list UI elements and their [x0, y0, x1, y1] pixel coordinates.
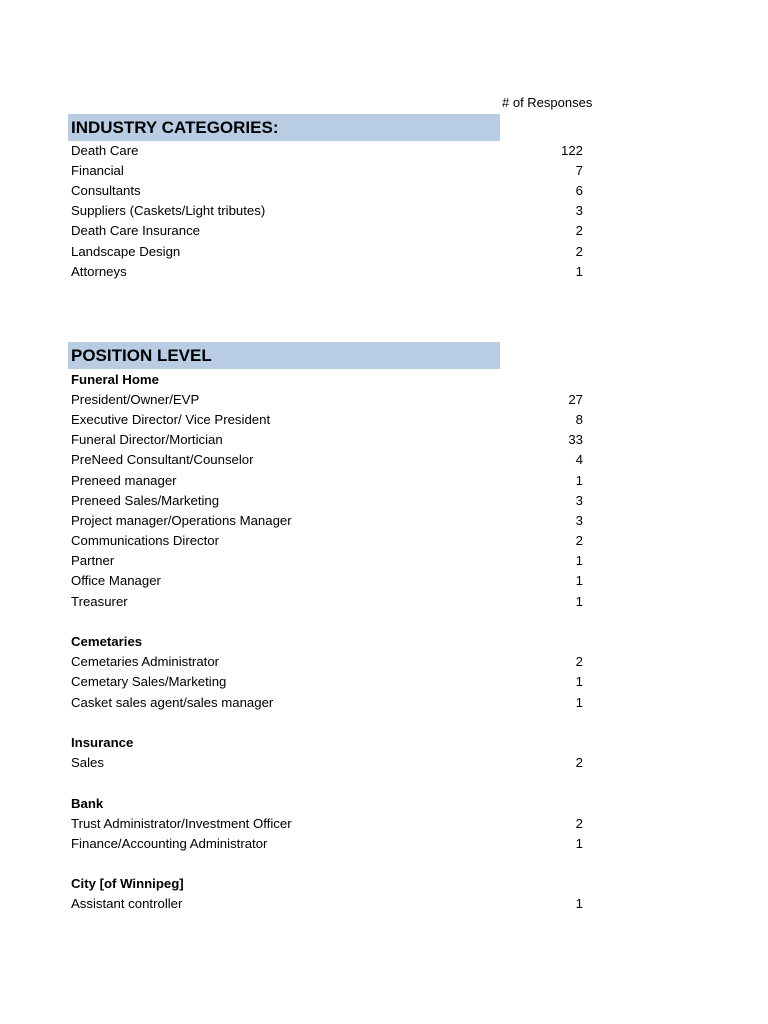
industry-categories-list — [71, 140, 583, 281]
position-row-label: Cemetary Sales/Marketing — [71, 674, 227, 690]
position-row — [71, 551, 583, 571]
industry-row-value: 6 — [575, 182, 583, 198]
position-row-value: 1 — [575, 573, 583, 589]
position-row — [71, 672, 583, 692]
position-row — [71, 510, 583, 530]
position-row-label: Executive Director/ Vice President — [71, 411, 271, 427]
position-row-label: Office Manager — [71, 573, 161, 589]
industry-row — [71, 221, 583, 241]
industry-row-value: 2 — [575, 243, 583, 259]
position-row — [71, 389, 583, 409]
position-row — [71, 692, 583, 712]
position-row-value: 1 — [575, 896, 583, 912]
industry-row — [71, 160, 583, 180]
position-row-label: Trust Administrator/Investment Officer — [71, 815, 292, 831]
position-row-label: Sales — [71, 755, 104, 771]
position-row-label: PreNeed Consultant/Counselor — [71, 452, 254, 468]
industry-row — [71, 241, 583, 261]
industry-row-label: Financial — [71, 162, 124, 178]
industry-row-value: 7 — [575, 162, 583, 178]
position-row-value: 1 — [575, 472, 583, 488]
industry-row-label: Consultants — [71, 182, 141, 198]
position-row — [71, 571, 583, 591]
position-row-value: 4 — [575, 452, 583, 468]
position-row-value: 1 — [575, 593, 583, 609]
industry-row — [71, 201, 583, 221]
position-row — [71, 531, 583, 551]
position-row-value: 2 — [575, 533, 583, 549]
industry-row-value: 2 — [575, 223, 583, 239]
industry-row-value: 122 — [560, 142, 583, 158]
position-level-header: POSITION LEVEL — [68, 342, 500, 369]
industry-row-label: Attorneys — [71, 263, 127, 279]
group-title-label: Cemetaries — [71, 634, 143, 650]
position-row — [71, 813, 583, 833]
position-row-value: 27 — [568, 391, 583, 407]
responses-column-header: # of Responses — [502, 95, 593, 110]
group-title-label: City [of Winnipeg] — [71, 876, 184, 892]
position-row — [71, 490, 583, 510]
position-level-list — [71, 369, 583, 914]
spacer — [71, 712, 583, 732]
position-row-value: 33 — [568, 432, 583, 448]
position-row-value: 2 — [575, 815, 583, 831]
position-row-value: 3 — [575, 512, 583, 528]
industry-row-label: Death Care — [71, 142, 139, 158]
group-title-funeral-home — [71, 369, 583, 389]
group-title-insurance — [71, 732, 583, 752]
group-title-bank — [71, 793, 583, 813]
position-row-label: Preneed manager — [71, 472, 177, 488]
industry-row — [71, 261, 583, 281]
position-row-label: Finance/Accounting Administrator — [71, 835, 268, 851]
position-row-label: Assistant controller — [71, 896, 183, 912]
position-row-label: President/Owner/EVP — [71, 391, 200, 407]
position-row-label: Partner — [71, 553, 115, 569]
position-row-value: 1 — [575, 553, 583, 569]
position-row — [71, 450, 583, 470]
position-row-value: 1 — [575, 835, 583, 851]
position-row-value: 8 — [575, 411, 583, 427]
position-row-value: 3 — [575, 492, 583, 508]
spacer — [71, 773, 583, 793]
industry-row-label: Landscape Design — [71, 243, 181, 259]
group-title-label: Funeral Home — [71, 371, 159, 387]
industry-categories-header: INDUSTRY CATEGORIES: — [68, 114, 500, 141]
industry-row-label: Suppliers (Caskets/Light tributes) — [71, 203, 266, 219]
group-title-city — [71, 874, 583, 894]
position-row — [71, 470, 583, 490]
industry-row — [71, 180, 583, 200]
position-row — [71, 753, 583, 773]
position-row — [71, 409, 583, 429]
position-row-label: Communications Director — [71, 533, 220, 549]
industry-row-label: Death Care Insurance — [71, 223, 201, 239]
group-title-cemetaries — [71, 631, 583, 651]
position-row — [71, 652, 583, 672]
position-row-label: Funeral Director/Mortician — [71, 432, 223, 448]
group-title-label: Insurance — [71, 734, 134, 750]
group-title-label: Bank — [71, 795, 104, 811]
spacer — [71, 854, 583, 874]
position-row-label: Project manager/Operations Manager — [71, 512, 292, 528]
position-row-value: 1 — [575, 694, 583, 710]
position-row-label: Cemetaries Administrator — [71, 654, 220, 670]
industry-row-value: 1 — [575, 263, 583, 279]
position-row-label: Preneed Sales/Marketing — [71, 492, 220, 508]
position-row-value: 1 — [575, 674, 583, 690]
position-row-label: Treasurer — [71, 593, 128, 609]
spacer — [71, 611, 583, 631]
industry-row-value: 3 — [575, 203, 583, 219]
position-row-value: 2 — [575, 654, 583, 670]
industry-row — [71, 140, 583, 160]
position-row-value: 2 — [575, 755, 583, 771]
position-row — [71, 430, 583, 450]
position-row — [71, 591, 583, 611]
position-row — [71, 833, 583, 853]
position-row-label: Casket sales agent/sales manager — [71, 694, 274, 710]
position-row — [71, 894, 583, 914]
